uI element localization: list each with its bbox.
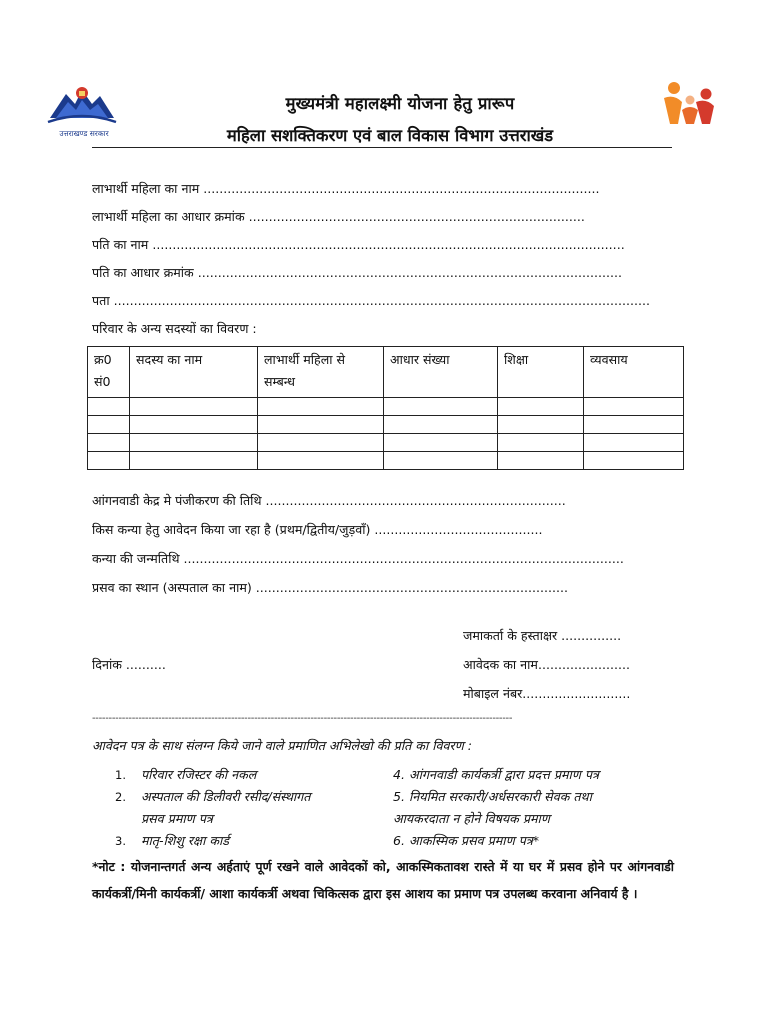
family-members-table bbox=[87, 346, 684, 470]
depositor-signature-field[interactable]: जमाकर्ता के हस्ताक्षर ............... bbox=[463, 628, 622, 643]
col-education: शिक्षा bbox=[498, 347, 584, 398]
logo-caption: उत्तराखण्ड सरकार bbox=[59, 129, 109, 138]
table-cell[interactable] bbox=[88, 398, 130, 416]
table-cell[interactable] bbox=[258, 452, 384, 470]
list-item: 3. मातृ-शिशु रक्षा कार्ड bbox=[115, 833, 230, 848]
date-field[interactable]: दिनांक .......... bbox=[92, 657, 166, 672]
table-cell[interactable] bbox=[498, 416, 584, 434]
note-paragraph: *नोट : योजनान्तगर्त अन्य अर्हताएं पूर्ण रखने वाले आवेदकों को, आकस्मिकतावश रास्ते में या घर में प्रसव होने पर आंगनवाडी कार्यकर्त्री/मिनी कार्यकर्त्री/ आशा कार्यकर्त्री अथवा चिकित्सक द्वारा इस आशय का प्रमाण पत्र उपलब्ध करवाना अनिवार्य है । bbox=[92, 859, 674, 901]
col-member-name: सदस्य का नाम bbox=[130, 347, 258, 398]
table-cell[interactable] bbox=[498, 398, 584, 416]
table-cell[interactable] bbox=[258, 416, 384, 434]
table-cell[interactable] bbox=[498, 452, 584, 470]
table-row[interactable] bbox=[88, 434, 684, 452]
department-title: महिला सशक्तिकरण एवं बाल विकास विभाग उत्तराखंड bbox=[226, 126, 554, 145]
anganwadi-registration-date-field[interactable]: आंगनवाडी केद्र मे पंजीकरण की तिथि ........................................................................... bbox=[92, 493, 566, 508]
col-occupation: व्यवसाय bbox=[584, 347, 684, 398]
table-cell[interactable] bbox=[258, 434, 384, 452]
col-serial: क्र0 सं0 bbox=[88, 347, 130, 398]
list-item: 5. नियमित सरकारी/अर्धसरकारी सेवक तथा bbox=[393, 789, 592, 804]
table-cell[interactable] bbox=[584, 398, 684, 416]
address-field[interactable]: पता ...................................................................................................................................... bbox=[92, 293, 651, 308]
col-relation: लाभार्थी महिला से सम्बन्ध bbox=[258, 347, 384, 398]
table-cell[interactable] bbox=[130, 434, 258, 452]
table-cell[interactable] bbox=[384, 452, 498, 470]
table-cell[interactable] bbox=[130, 416, 258, 434]
delivery-place-field[interactable]: प्रसव का स्थान (अस्पताल का नाम) .............................................................................. bbox=[92, 580, 569, 595]
header-divider bbox=[92, 147, 672, 148]
table-cell[interactable] bbox=[498, 434, 584, 452]
documents-heading: आवेदन पत्र के साथ संलग्न किये जाने वाले प्रमाणित अभिलेखो की प्रति का विवरण : bbox=[92, 738, 472, 753]
table-row[interactable] bbox=[88, 452, 684, 470]
list-item: 2. अस्पताल की डिलीवरी रसीद/संस्थागत bbox=[115, 789, 311, 804]
form-title: मुख्यमंत्री महालक्ष्मी योजना हेतु प्रारूप bbox=[285, 94, 515, 113]
list-item-continued: आयकरदाता न होने विषयक प्रमाण bbox=[393, 811, 550, 826]
table-cell[interactable] bbox=[88, 416, 130, 434]
table-cell[interactable] bbox=[384, 398, 498, 416]
beneficiary-aadhaar-field[interactable]: लाभार्थी महिला का आधार क्रमांक .................................................................................... bbox=[92, 209, 585, 224]
table-cell[interactable] bbox=[130, 452, 258, 470]
applicant-name-field[interactable]: आवेदक का नाम....................... bbox=[463, 657, 631, 672]
table-row[interactable] bbox=[88, 398, 684, 416]
dashed-separator: ------------------------------------------------------------------------------------------------------------------------------- bbox=[92, 713, 513, 724]
table-cell[interactable] bbox=[130, 398, 258, 416]
list-item: 6. आकस्मिक प्रसव प्रमाण पत्र* bbox=[393, 833, 540, 848]
table-cell[interactable] bbox=[584, 434, 684, 452]
family-figures-logo-icon bbox=[660, 80, 716, 128]
list-item-continued: प्रसव प्रमाण पत्र bbox=[141, 811, 213, 826]
mobile-number-field[interactable]: मोबाइल नंबर........................... bbox=[463, 686, 631, 701]
husband-name-field[interactable]: पति का नाम ...................................................................................................................... bbox=[92, 237, 625, 252]
table-cell[interactable] bbox=[258, 398, 384, 416]
daughter-dob-field[interactable]: कन्या की जन्मतिथि .............................................................................................................. bbox=[92, 551, 624, 566]
beneficiary-name-field[interactable]: लाभार्थी महिला का नाम ................................................................................................... bbox=[92, 181, 600, 196]
table-header-row bbox=[88, 347, 684, 398]
table-cell[interactable] bbox=[384, 434, 498, 452]
daughter-order-field[interactable]: किस कन्या हेतु आवेदन किया जा रहा है (प्रथम/द्वितीय/जुड़वाँ) .......................................... bbox=[92, 522, 543, 537]
uttarakhand-govt-emblem-icon bbox=[44, 80, 118, 146]
table-cell[interactable] bbox=[88, 434, 130, 452]
table-cell[interactable] bbox=[584, 416, 684, 434]
table-cell[interactable] bbox=[584, 452, 684, 470]
table-row[interactable] bbox=[88, 416, 684, 434]
list-item: 1. परिवार रजिस्टर की नकल bbox=[115, 767, 257, 782]
list-item: 4. आंगनवाडी कार्यकर्त्री द्वारा प्रदत्त प्रमाण पत्र bbox=[393, 767, 600, 782]
husband-aadhaar-field[interactable]: पति का आधार क्रमांक .......................................................................................................... bbox=[92, 265, 623, 280]
table-cell[interactable] bbox=[88, 452, 130, 470]
family-details-heading: परिवार के अन्य सदस्यों का विवरण : bbox=[92, 321, 257, 336]
table-cell[interactable] bbox=[384, 416, 498, 434]
col-aadhaar: आधार संख्या bbox=[384, 347, 498, 398]
